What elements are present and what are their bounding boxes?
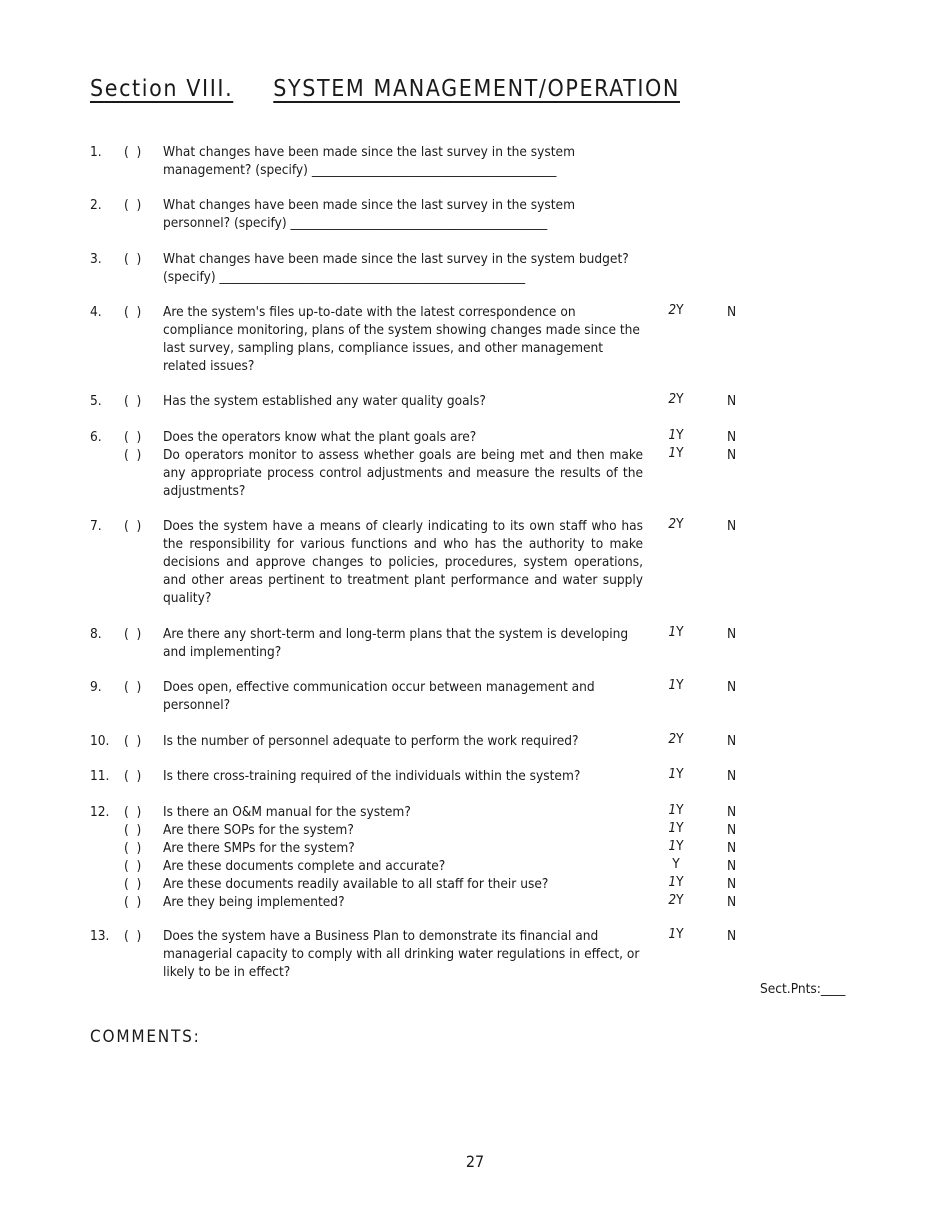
question-item bbox=[0, 250, 950, 286]
yes-label: Y bbox=[672, 856, 680, 872]
section-heading bbox=[90, 76, 680, 102]
question-item bbox=[0, 678, 950, 714]
question-text: Are these documents complete and accurate? bbox=[163, 858, 446, 874]
yes-label: Y bbox=[676, 820, 684, 836]
no-option[interactable]: N bbox=[727, 928, 737, 944]
point-value: 2 bbox=[668, 731, 677, 747]
yes-label: Y bbox=[676, 892, 684, 908]
question-number: 2. bbox=[90, 197, 102, 213]
question-text: Are the system's files up-to-date with the latest correspondence on compliance monitoring, plans of the system showing changes made since the last survey, sampling plans, compliance issues, and other management related issues? bbox=[163, 304, 640, 374]
answer-checkbox[interactable]: ( ) bbox=[124, 876, 142, 892]
answer-checkbox[interactable]: ( ) bbox=[124, 679, 142, 695]
yes-label: Y bbox=[676, 391, 684, 407]
no-option[interactable]: N bbox=[727, 679, 737, 695]
question-item bbox=[0, 143, 950, 179]
yes-label: Y bbox=[676, 677, 684, 693]
answer-checkbox[interactable]: ( ) bbox=[124, 858, 142, 874]
yes-label: Y bbox=[676, 302, 684, 318]
answer-checkbox[interactable]: ( ) bbox=[124, 251, 142, 267]
answer-checkbox[interactable]: ( ) bbox=[124, 447, 142, 463]
question-item bbox=[0, 303, 950, 375]
question-item bbox=[0, 517, 950, 607]
yes-label: Y bbox=[676, 516, 684, 532]
yes-option[interactable] bbox=[664, 390, 688, 408]
answer-checkbox[interactable]: ( ) bbox=[124, 429, 142, 445]
question-text: Does open, effective communication occur between management and personnel? bbox=[163, 679, 595, 713]
question-text: What changes have been made since the last survey in the system management? (specify) ________________________________________ bbox=[163, 144, 576, 178]
answer-checkbox[interactable]: ( ) bbox=[124, 518, 142, 534]
question-11 bbox=[0, 767, 950, 785]
question-number: 11. bbox=[90, 768, 110, 784]
question-number: 5. bbox=[90, 393, 102, 409]
question-number: 4. bbox=[90, 304, 102, 320]
question-7 bbox=[0, 517, 950, 607]
question-text: Are they being implemented? bbox=[163, 894, 345, 910]
yes-option[interactable] bbox=[664, 444, 688, 462]
no-option[interactable]: N bbox=[727, 626, 737, 642]
yes-option[interactable] bbox=[664, 819, 688, 837]
page-number: 27 bbox=[465, 1152, 485, 1171]
point-value: 1 bbox=[668, 624, 677, 640]
question-number: 3. bbox=[90, 251, 102, 267]
question-item bbox=[0, 839, 950, 857]
yes-label: Y bbox=[676, 445, 684, 461]
no-option[interactable]: N bbox=[727, 858, 737, 874]
section-points: Sect.Pnts:____ bbox=[760, 981, 846, 997]
no-option[interactable]: N bbox=[727, 876, 737, 892]
question-1 bbox=[0, 143, 950, 179]
yes-option[interactable] bbox=[664, 837, 688, 855]
no-option[interactable]: N bbox=[727, 429, 737, 445]
section-title: SYSTEM MANAGEMENT/OPERATION bbox=[273, 76, 681, 102]
question-5 bbox=[0, 392, 950, 410]
point-value: 1 bbox=[668, 820, 677, 836]
point-value: 1 bbox=[668, 427, 677, 443]
question-text: Does the system have a means of clearly indicating to its own staff who has the responsibility for various functions and who has the authority to make decisions and approve changes to policies, procedures, system operations, and other areas pertinent to treatment plant performance and water supply quality? bbox=[163, 518, 643, 606]
answer-checkbox[interactable]: ( ) bbox=[124, 928, 142, 944]
point-value: 1 bbox=[668, 802, 677, 818]
question-text: Are there SMPs for the system? bbox=[163, 840, 355, 856]
question-3 bbox=[0, 250, 950, 286]
yes-label: Y bbox=[676, 802, 684, 818]
answer-checkbox[interactable]: ( ) bbox=[124, 144, 142, 160]
answer-checkbox[interactable]: ( ) bbox=[124, 768, 142, 784]
yes-label: Y bbox=[676, 427, 684, 443]
yes-option[interactable] bbox=[664, 426, 688, 444]
section-number: Section VIII. bbox=[90, 76, 234, 102]
question-item bbox=[0, 196, 950, 232]
yes-option[interactable] bbox=[664, 676, 688, 694]
question-item bbox=[0, 428, 950, 446]
no-option[interactable]: N bbox=[727, 894, 737, 910]
question-text: Does the operators know what the plant goals are? bbox=[163, 429, 477, 445]
question-number: 7. bbox=[90, 518, 102, 534]
question-text: Are these documents readily available to all staff for their use? bbox=[163, 876, 549, 892]
question-9 bbox=[0, 678, 950, 714]
yes-label: Y bbox=[676, 766, 684, 782]
question-item bbox=[0, 446, 950, 500]
question-text: What changes have been made since the last survey in the system budget? (specify) __________________________________________________ bbox=[163, 251, 629, 285]
question-10 bbox=[0, 732, 950, 750]
yes-option[interactable] bbox=[664, 801, 688, 819]
point-value: 1 bbox=[668, 766, 677, 782]
yes-option[interactable] bbox=[664, 855, 688, 873]
yes-option[interactable] bbox=[664, 730, 688, 748]
answer-checkbox[interactable]: ( ) bbox=[124, 804, 142, 820]
question-8 bbox=[0, 625, 950, 661]
question-text: Has the system established any water quality goals? bbox=[163, 393, 486, 409]
point-value: 2 bbox=[668, 516, 677, 532]
question-item bbox=[0, 625, 950, 661]
no-option[interactable]: N bbox=[727, 768, 737, 784]
point-value: 1 bbox=[668, 677, 677, 693]
question-text: Does the system have a Business Plan to demonstrate its financial and managerial capacity to comply with all drinking water regulations in effect, or likely to be in effect? bbox=[163, 928, 640, 980]
question-item bbox=[0, 857, 950, 875]
answer-checkbox[interactable]: ( ) bbox=[124, 626, 142, 642]
no-option[interactable]: N bbox=[727, 840, 737, 856]
question-item bbox=[0, 732, 950, 750]
no-option[interactable]: N bbox=[727, 393, 737, 409]
question-item bbox=[0, 927, 950, 981]
comments-label: COMMENTS: bbox=[90, 1027, 201, 1047]
question-text: Is there cross-training required of the individuals within the system? bbox=[163, 768, 581, 784]
no-option[interactable]: N bbox=[727, 822, 737, 838]
point-value: 2 bbox=[668, 302, 677, 318]
answer-checkbox[interactable]: ( ) bbox=[124, 894, 142, 910]
question-text: Is there an O&M manual for the system? bbox=[163, 804, 411, 820]
point-value: 1 bbox=[668, 926, 677, 942]
yes-label: Y bbox=[676, 874, 684, 890]
question-item bbox=[0, 767, 950, 785]
answer-checkbox[interactable]: ( ) bbox=[124, 840, 142, 856]
no-option[interactable]: N bbox=[727, 447, 737, 463]
yes-label: Y bbox=[676, 731, 684, 747]
question-number: 10. bbox=[90, 733, 110, 749]
yes-label: Y bbox=[676, 926, 684, 942]
no-option[interactable]: N bbox=[727, 304, 737, 320]
question-13 bbox=[0, 927, 950, 981]
question-text: Are there any short-term and long-term plans that the system is developing and implementing? bbox=[163, 626, 629, 660]
question-4 bbox=[0, 303, 950, 375]
question-text: Is the number of personnel adequate to perform the work required? bbox=[163, 733, 579, 749]
question-item bbox=[0, 392, 950, 410]
question-item bbox=[0, 875, 950, 893]
yes-option[interactable] bbox=[664, 925, 688, 943]
question-item bbox=[0, 821, 950, 839]
question-number: 9. bbox=[90, 679, 102, 695]
point-value: 1 bbox=[668, 445, 677, 461]
yes-option[interactable] bbox=[664, 873, 688, 891]
point-value: 1 bbox=[668, 874, 677, 890]
question-item bbox=[0, 893, 950, 911]
point-value: 2 bbox=[668, 391, 677, 407]
question-text: Do operators monitor to assess whether goals are being met and then make any appropriate process control adjustments and measure the results of the adjustments? bbox=[163, 447, 643, 499]
no-option[interactable]: N bbox=[727, 518, 737, 534]
question-2 bbox=[0, 196, 950, 232]
yes-option[interactable] bbox=[664, 515, 688, 533]
answer-checkbox[interactable]: ( ) bbox=[124, 822, 142, 838]
question-text: Are there SOPs for the system? bbox=[163, 822, 354, 838]
point-value: 1 bbox=[668, 838, 677, 854]
yes-label: Y bbox=[676, 624, 684, 640]
question-6 bbox=[0, 428, 950, 500]
question-number: 6. bbox=[90, 429, 102, 445]
question-number: 12. bbox=[90, 804, 110, 820]
no-option[interactable]: N bbox=[727, 804, 737, 820]
answer-checkbox[interactable]: ( ) bbox=[124, 393, 142, 409]
question-number: 13. bbox=[90, 928, 110, 944]
yes-option[interactable] bbox=[664, 891, 688, 909]
no-option[interactable]: N bbox=[727, 733, 737, 749]
answer-checkbox[interactable]: ( ) bbox=[124, 733, 142, 749]
answer-checkbox[interactable]: ( ) bbox=[124, 304, 142, 320]
yes-label: Y bbox=[676, 838, 684, 854]
question-number: 8. bbox=[90, 626, 102, 642]
answer-checkbox[interactable]: ( ) bbox=[124, 197, 142, 213]
yes-option[interactable] bbox=[664, 623, 688, 641]
question-12 bbox=[0, 803, 950, 911]
question-number: 1. bbox=[90, 144, 102, 160]
yes-option[interactable] bbox=[664, 765, 688, 783]
question-item bbox=[0, 803, 950, 821]
question-text: What changes have been made since the last survey in the system personnel? (specify) __________________________________________ bbox=[163, 197, 576, 231]
yes-option[interactable] bbox=[664, 301, 688, 319]
point-value: 2 bbox=[668, 892, 677, 908]
